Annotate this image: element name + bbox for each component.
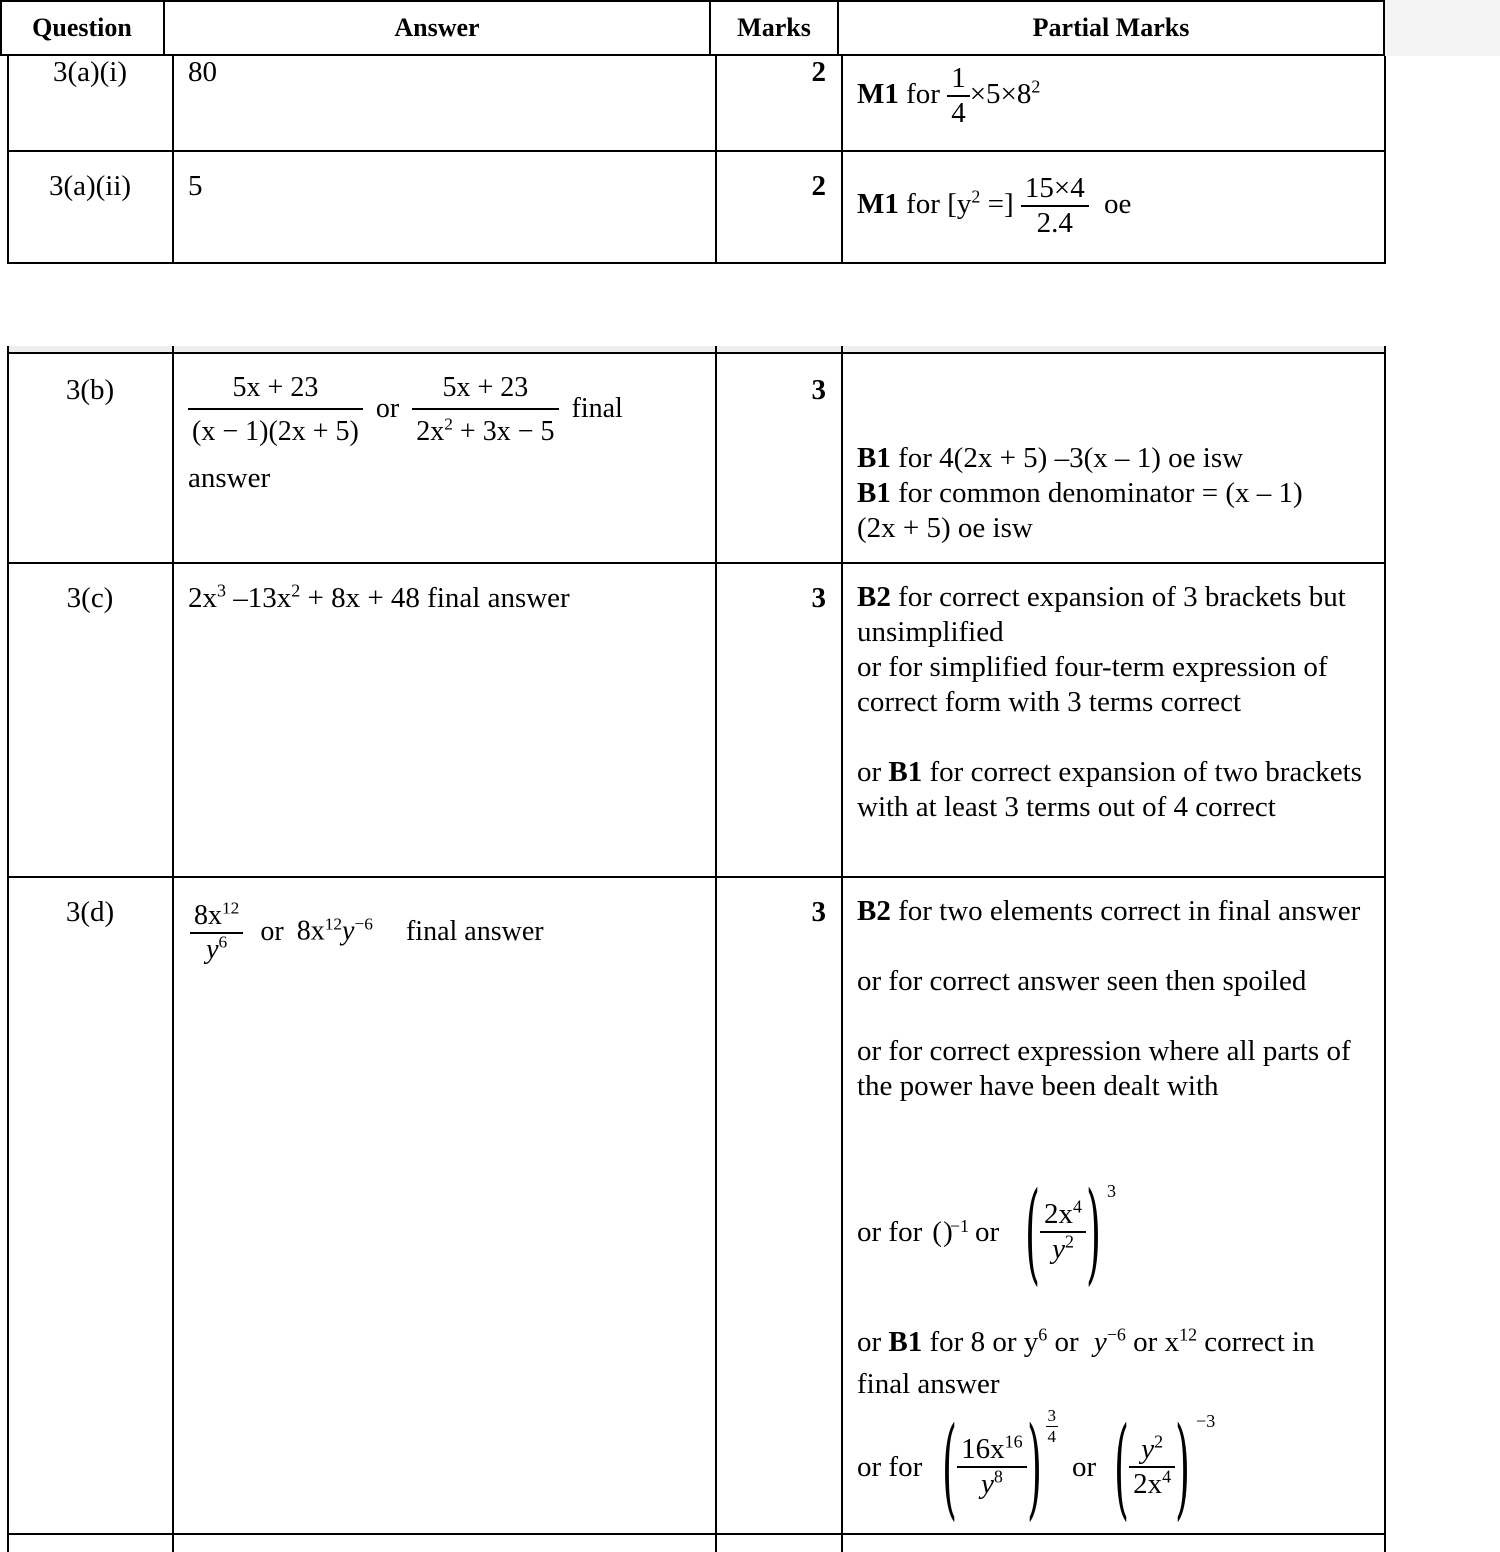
- empty-brackets: ( ): [932, 1215, 950, 1248]
- partial-paragraph: [857, 894, 1377, 929]
- fraction-denominator: (x − 1)(2x + 5): [188, 408, 363, 448]
- marks-value: 3: [811, 896, 826, 928]
- partial-text: y: [1093, 1326, 1107, 1358]
- mark-code: M1: [857, 188, 899, 220]
- mark-code: M1: [857, 78, 899, 110]
- numerator-part: 8x: [194, 900, 222, 931]
- header-divider: [0, 0, 2, 56]
- fraction-numerator: [1040, 1198, 1086, 1231]
- answer-text: final answer: [405, 915, 544, 947]
- mark-code: B1: [888, 1326, 923, 1358]
- fraction-denominator: [1129, 1466, 1175, 1501]
- grid-line: [715, 346, 717, 1552]
- partial-text: or x: [1125, 1326, 1180, 1358]
- fraction: [412, 372, 558, 448]
- fraction: [190, 900, 243, 966]
- header-divider: [163, 0, 165, 56]
- question-id: 3(a)(i): [52, 56, 128, 88]
- answer-expression: [188, 580, 570, 614]
- left-paren-icon: (: [1114, 1403, 1130, 1531]
- exponent: −3: [1196, 1411, 1216, 1431]
- mark-code: B1: [857, 477, 891, 509]
- partial-marks: [857, 441, 1377, 546]
- partial-paragraph: or for simplified four-term expression of correct form with 3 terms correct: [857, 651, 1328, 718]
- exponent: −6: [1106, 1324, 1126, 1345]
- partial-marks: [857, 172, 1131, 241]
- marks-value: 2: [811, 56, 826, 88]
- left-paren-icon: (: [1025, 1168, 1041, 1296]
- question-id: 3(c): [66, 582, 114, 614]
- denominator-part: y: [206, 934, 219, 966]
- question-id: 3(a)(ii): [48, 170, 132, 202]
- fraction-exponent: [1046, 1406, 1059, 1446]
- partial-text: or for: [857, 1450, 923, 1483]
- exponent: 3: [1106, 1181, 1116, 1201]
- marks-value: 3: [811, 582, 826, 614]
- header-divider: [837, 0, 839, 56]
- exponent: 12: [324, 914, 343, 934]
- partial-text: ×5×8: [969, 78, 1032, 110]
- answer-part: + 8x + 48 final answer: [300, 582, 570, 614]
- exponent: 2: [1154, 1431, 1164, 1451]
- denominator-part: 2x: [1133, 1468, 1163, 1500]
- answer-text: 5: [188, 170, 203, 202]
- grid-line: [1384, 56, 1386, 264]
- fraction-numerator: 3: [1047, 1406, 1057, 1425]
- partial-line: [857, 1324, 1315, 1358]
- partial-text: for correct expansion of two brackets with at least 3 terms out of 4 correct: [857, 756, 1362, 823]
- partial-paragraph: or for correct answer seen then spoiled: [857, 965, 1307, 997]
- header-divider: [709, 0, 711, 56]
- fraction-numerator: [957, 1433, 1026, 1466]
- fraction-denominator: 4: [1047, 1426, 1057, 1446]
- answer-part: –13x: [225, 582, 292, 614]
- answer-expression: [188, 372, 623, 448]
- partial-marks: [857, 894, 1377, 1104]
- partial-marks: [857, 580, 1377, 825]
- fraction-denominator: [1040, 1231, 1086, 1266]
- partial-text: for two elements correct in final answer: [890, 895, 1361, 927]
- grid-line: [172, 346, 174, 1552]
- denominator-part: y: [1052, 1233, 1065, 1265]
- question-id: 3(d): [65, 896, 115, 928]
- header-marks: Marks: [737, 13, 811, 42]
- fraction-numerator: [190, 900, 243, 932]
- exponent: 2: [444, 414, 453, 434]
- exponent: 12: [222, 898, 240, 918]
- partial-line: [857, 441, 1377, 476]
- answer-part: 8x: [296, 915, 325, 947]
- partial-text: for 8 or y: [922, 1326, 1039, 1358]
- partial-expression: [857, 1403, 1216, 1531]
- exponent: 3: [217, 580, 226, 601]
- numerator-part: 16x: [961, 1432, 1005, 1465]
- left-paren-icon: (: [942, 1403, 958, 1531]
- answer-expression: [190, 900, 544, 966]
- grid-line: [7, 876, 1386, 878]
- partial-text: for correct expansion of 3 brackets but unsimplified: [857, 581, 1346, 648]
- answer-part: y: [342, 915, 355, 947]
- partial-text: or: [1072, 1450, 1097, 1483]
- grid-line: [7, 346, 9, 1552]
- mark-code: B1: [857, 442, 891, 474]
- partial-text: [y: [947, 188, 972, 220]
- exponent: 16: [1004, 1431, 1023, 1451]
- header-row: [0, 0, 1384, 56]
- partial-paragraph: [857, 580, 1377, 650]
- fraction: [1040, 1198, 1086, 1267]
- grid-line: [841, 56, 843, 264]
- exponent: 6: [218, 932, 228, 952]
- denominator-part: + 3x − 5: [452, 416, 555, 448]
- exponent: 8: [993, 1466, 1003, 1487]
- mark-code: B2: [857, 895, 891, 927]
- grid-line: [7, 150, 1386, 152]
- fraction-numerator: 1: [951, 62, 966, 94]
- partial-marks: [857, 62, 1040, 131]
- partial-paragraph: [857, 755, 1377, 825]
- right-paren-icon: ): [1026, 1403, 1042, 1531]
- grid-line: [7, 1533, 1386, 1535]
- marks-value: 2: [811, 170, 826, 202]
- denominator-part: 2x: [416, 416, 445, 448]
- partial-text: correct in: [1197, 1326, 1315, 1358]
- answer-text: final: [571, 392, 623, 424]
- partial-text: or: [857, 756, 889, 788]
- header-question: Question: [32, 13, 132, 42]
- mark-code: B1: [888, 756, 923, 788]
- mark-code: B2: [857, 581, 891, 613]
- fraction: [957, 1433, 1026, 1502]
- partial-text: for common denominator = (x – 1): [890, 477, 1303, 509]
- fraction: [947, 62, 970, 131]
- partial-line: (2x + 5) oe isw: [857, 512, 1033, 544]
- grid-line: [7, 262, 1386, 264]
- fraction-denominator: [190, 932, 243, 966]
- partial-text: or: [1047, 1326, 1086, 1358]
- partial-paragraph: or for correct expression where all parts of the power have been dealt with: [857, 1035, 1351, 1102]
- exponent: 12: [1179, 1324, 1198, 1345]
- grid-line: [841, 346, 843, 1552]
- header-answer: Answer: [394, 13, 480, 42]
- partial-text: or: [857, 1326, 889, 1358]
- numerator-part: y: [1141, 1432, 1155, 1465]
- header-partial-marks: Partial Marks: [1032, 13, 1190, 42]
- grid-line: [7, 56, 9, 264]
- exponent: −6: [354, 914, 373, 934]
- partial-text: oe: [1103, 188, 1132, 220]
- marks-value: 3: [811, 374, 826, 406]
- grid-line: [172, 56, 174, 264]
- partial-text: or: [974, 1215, 1000, 1248]
- exponent: 2: [1064, 1231, 1074, 1252]
- partial-text: or for: [857, 1215, 923, 1248]
- grid-line: [7, 352, 1386, 354]
- header-top-border: [0, 0, 1384, 2]
- exponent: 2: [1031, 76, 1041, 97]
- answer-text: or: [260, 915, 284, 947]
- partial-expression: or for ( ) $^{-1}$ or ( $\frac{2x^4}{y^2}$ ) 3: [857, 1168, 1116, 1296]
- partial-text: for: [906, 188, 940, 220]
- fraction-denominator: 2.4: [1021, 205, 1089, 240]
- partial-line: [857, 476, 1377, 511]
- right-paren-icon: ): [1085, 1168, 1101, 1296]
- header-shade: [1385, 0, 1500, 56]
- right-paren-icon: ): [1175, 1403, 1191, 1531]
- fraction-numerator: 15×4: [1024, 172, 1085, 204]
- denominator-part: y: [980, 1468, 994, 1500]
- fraction: [1021, 172, 1089, 241]
- answer-text: 80: [188, 56, 217, 88]
- fraction-denominator: [412, 408, 558, 448]
- answer-part: 2x: [188, 582, 217, 614]
- partial-line: final answer: [857, 1368, 1000, 1400]
- partial-text: for: [906, 78, 940, 110]
- exponent: 4: [1162, 1466, 1172, 1487]
- grid-line: [715, 56, 717, 264]
- numerator-part: 2x: [1044, 1197, 1074, 1230]
- exponent: 2: [971, 186, 981, 207]
- fraction-numerator: 5x + 23: [232, 372, 319, 403]
- answer-text: answer: [188, 462, 271, 494]
- partial-text: =]: [980, 188, 1014, 220]
- question-id: 3(b): [65, 374, 115, 406]
- fraction-denominator: [957, 1466, 1026, 1501]
- fraction-numerator: [1129, 1433, 1175, 1466]
- fraction-denominator: 4: [947, 95, 970, 130]
- answer-text: or: [375, 392, 400, 424]
- fraction: [188, 372, 363, 448]
- partial-text: for 4(2x + 5) –3(x – 1) oe isw: [890, 442, 1244, 474]
- grid-line: [7, 562, 1386, 564]
- exponent: 6: [1038, 1324, 1048, 1345]
- fraction: [1129, 1433, 1175, 1502]
- fraction-numerator: 5x + 23: [442, 372, 529, 403]
- exponent: 4: [1073, 1196, 1083, 1216]
- exponent: 2: [291, 580, 301, 601]
- grid-line: [1384, 346, 1386, 1552]
